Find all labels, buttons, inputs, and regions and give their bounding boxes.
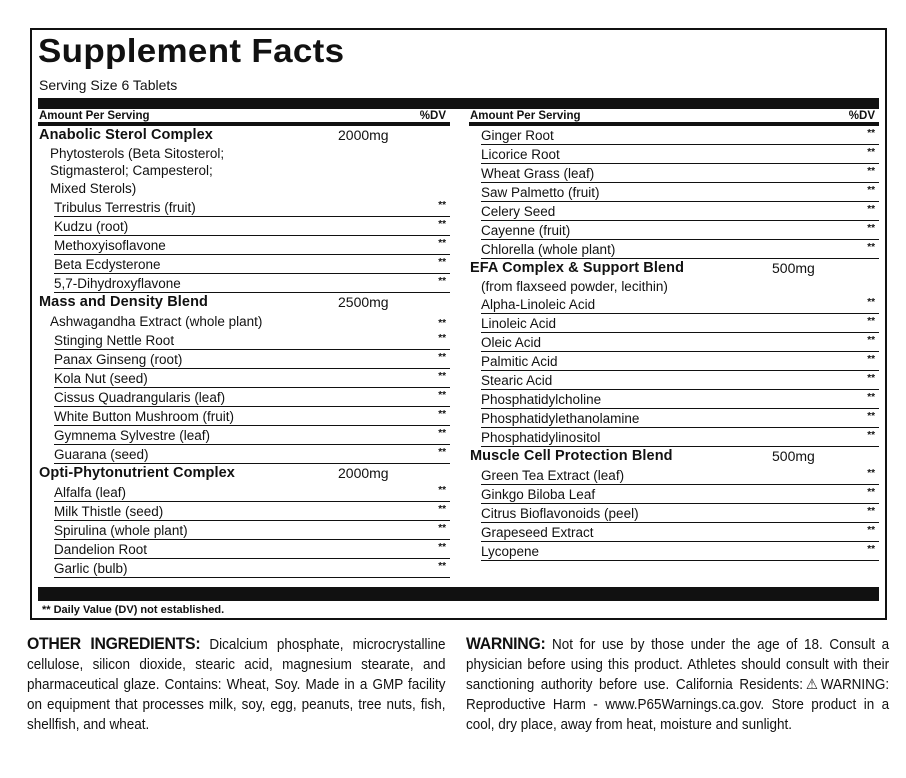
ingredient-row <box>54 559 450 578</box>
ingredient-name: Ashwagandha Extract (whole plant) <box>50 314 263 329</box>
dv-value: ** <box>867 373 875 384</box>
ingredient-name: Stearic Acid <box>481 373 553 388</box>
blend-row <box>469 259 879 278</box>
ingredient-row <box>481 126 879 145</box>
supplement-facts-panel <box>30 28 887 620</box>
ingredient-row <box>50 179 450 198</box>
dv-value: ** <box>438 409 446 420</box>
blend-row <box>38 464 450 483</box>
dv-value: ** <box>867 468 875 479</box>
blend-amount: 2000mg <box>338 127 389 143</box>
dv-value: ** <box>438 200 446 211</box>
ingredient-row <box>54 407 450 426</box>
ingredient-row <box>481 428 879 447</box>
blend-row <box>469 447 879 466</box>
other-ingredients-text: Dicalcium phosphate, microcrystalline cellulose, silicon dioxide, stearic acid, magnesium stearate, and pharmaceutical glaze. Contains: Wheat, Soy. Made in a GMP facility on equipment that processes milk, soy, egg, peanuts, tree nuts, fish, shellfish, and wheat. <box>27 637 446 733</box>
ingredient-row <box>481 314 879 333</box>
blend-name: Anabolic Sterol Complex <box>39 127 213 143</box>
dv-header: %DV <box>848 110 875 122</box>
dv-value: ** <box>867 411 875 422</box>
ingredient-name: Palmitic Acid <box>481 354 558 369</box>
ingredient-row <box>481 504 879 523</box>
dv-value: ** <box>438 447 446 458</box>
ingredient-name: Linoleic Acid <box>481 316 557 331</box>
panel-title: Supplement Facts <box>38 32 345 69</box>
ingredient-row <box>481 295 879 314</box>
column-header <box>38 109 450 126</box>
ingredient-name: Alfalfa (leaf) <box>54 485 127 500</box>
ingredient-row <box>481 390 879 409</box>
dv-value: ** <box>438 257 446 268</box>
ingredient-name: White Button Mushroom (fruit) <box>54 409 235 424</box>
ingredient-name: Dandelion Root <box>54 542 148 557</box>
ingredient-row <box>54 274 450 293</box>
ingredient-name: Cissus Quadrangularis (leaf) <box>54 390 226 405</box>
ingredient-name: Garlic (bulb) <box>54 561 128 576</box>
ingredient-row <box>50 312 450 331</box>
dv-value: ** <box>867 430 875 441</box>
ingredient-name: Kudzu (root) <box>54 219 129 234</box>
ingredient-row <box>481 485 879 504</box>
ingredient-row <box>481 202 879 221</box>
ingredient-name: Cayenne (fruit) <box>481 223 571 238</box>
amount-header: Amount Per Serving <box>39 110 150 122</box>
blend-name: Opti-Phytonutrient Complex <box>39 465 235 481</box>
ingredient-name: Methoxyisoflavone <box>54 238 166 253</box>
dv-value: ** <box>867 392 875 403</box>
ingredient-name: Citrus Bioflavonoids (peel) <box>481 506 639 521</box>
dv-value: ** <box>867 204 875 215</box>
other-ingredients-heading: OTHER INGREDIENTS: <box>27 634 201 653</box>
ingredient-name: Grapeseed Extract <box>481 525 594 540</box>
dv-value: ** <box>438 390 446 401</box>
ingredient-name: Guarana (seed) <box>54 447 149 462</box>
dv-value: ** <box>438 238 446 249</box>
ingredient-row <box>54 483 450 502</box>
left-column <box>38 109 450 587</box>
dv-value: ** <box>438 542 446 553</box>
ingredient-name: Wheat Grass (leaf) <box>481 166 595 181</box>
dv-value: ** <box>867 242 875 253</box>
left-rows <box>38 126 450 578</box>
ingredient-name: Celery Seed <box>481 204 556 219</box>
dv-value: ** <box>867 223 875 234</box>
dv-value: ** <box>438 333 446 344</box>
ingredient-row <box>50 162 450 179</box>
ingredient-name: Green Tea Extract (leaf) <box>481 468 625 483</box>
ingredient-row <box>481 145 879 164</box>
ingredient-row <box>54 198 450 217</box>
dv-value: ** <box>438 371 446 382</box>
ingredient-row <box>481 164 879 183</box>
ingredient-name: Ginkgo Biloba Leaf <box>481 487 596 502</box>
ingredient-row <box>54 369 450 388</box>
ingredient-name: Chlorella (whole plant) <box>481 242 616 257</box>
ingredient-name: Licorice Root <box>481 147 560 162</box>
dv-value: ** <box>867 128 875 139</box>
ingredient-name: Phosphatidylcholine <box>481 392 602 407</box>
dv-value: ** <box>867 185 875 196</box>
ingredient-row <box>50 145 450 162</box>
ingredient-name: Phytosterols (Beta Sitosterol; <box>50 146 225 161</box>
dv-value: ** <box>438 485 446 496</box>
ingredient-name: Milk Thistle (seed) <box>54 504 164 519</box>
blend-amount: 500mg <box>772 448 815 464</box>
dv-value: ** <box>867 147 875 158</box>
ingredient-row <box>481 542 879 561</box>
ingredient-name: (from flaxseed powder, lecithin) <box>481 279 668 294</box>
ingredient-name: Panax Ginseng (root) <box>54 352 183 367</box>
dv-value: ** <box>438 523 446 534</box>
dv-value: ** <box>867 354 875 365</box>
ingredient-name: Phosphatidylinositol <box>481 430 601 445</box>
other-ingredients <box>27 634 446 735</box>
ingredient-row <box>481 523 879 542</box>
blend-amount: 2000mg <box>338 465 389 481</box>
ingredient-row <box>54 217 450 236</box>
blend-name: Muscle Cell Protection Blend <box>470 448 673 464</box>
right-column <box>469 109 879 587</box>
dv-value: ** <box>867 335 875 346</box>
dv-value: ** <box>438 318 446 329</box>
warning-text: Not for use by those under the age of 18. Consult a physician before using this product. Athletes should consult with their sanctioning authority before use. California Residents:⚠WARNING: Reproductive Harm - www.P65Warnings.ca.gov. Store product in a cool, dry place, away from heat, moisture and sunlight. <box>466 637 890 733</box>
bottom-rule <box>38 587 879 601</box>
serving-size: Serving Size 6 Tablets <box>39 77 178 93</box>
blend-amount: 2500mg <box>338 294 389 310</box>
dv-value: ** <box>438 352 446 363</box>
dv-value: ** <box>867 316 875 327</box>
blend-amount: 500mg <box>772 260 815 276</box>
dv-header: %DV <box>419 110 446 122</box>
ingredient-name: Spirulina (whole plant) <box>54 523 188 538</box>
right-rows <box>469 126 879 561</box>
ingredient-row <box>481 466 879 485</box>
ingredient-row <box>54 521 450 540</box>
ingredient-name: Lycopene <box>481 544 540 559</box>
ingredient-row <box>54 426 450 445</box>
dv-value: ** <box>867 506 875 517</box>
warning-heading: WARNING: <box>466 634 546 653</box>
dv-value: ** <box>867 544 875 555</box>
ingredient-row <box>54 540 450 559</box>
ingredient-row <box>481 409 879 428</box>
ingredient-name: Ginger Root <box>481 128 554 143</box>
dv-value: ** <box>867 297 875 308</box>
dv-footnote: ** Daily Value (DV) not established. <box>42 604 225 616</box>
ingredient-name: 5,7-Dihydroxyflavone <box>54 276 181 291</box>
dv-value: ** <box>867 487 875 498</box>
blend-name: EFA Complex & Support Blend <box>470 260 685 276</box>
blend-row <box>38 293 450 312</box>
dv-value: ** <box>867 525 875 536</box>
ingredient-row <box>481 371 879 390</box>
ingredient-name: Stinging Nettle Root <box>54 333 175 348</box>
ingredient-row <box>481 183 879 202</box>
ingredient-row <box>54 445 450 464</box>
ingredient-row <box>54 388 450 407</box>
blend-name: Mass and Density Blend <box>39 294 208 310</box>
column-header <box>469 109 879 126</box>
ingredient-row <box>54 350 450 369</box>
ingredient-row <box>481 240 879 259</box>
dv-value: ** <box>867 166 875 177</box>
ingredient-row <box>54 255 450 274</box>
ingredient-name: Beta Ecdysterone <box>54 257 161 272</box>
ingredient-row <box>481 333 879 352</box>
dv-value: ** <box>438 561 446 572</box>
amount-header: Amount Per Serving <box>470 110 581 122</box>
ingredient-name: Phosphatidylethanolamine <box>481 411 640 426</box>
ingredient-name: Tribulus Terrestris (fruit) <box>54 200 196 215</box>
dv-value: ** <box>438 219 446 230</box>
ingredient-row <box>481 352 879 371</box>
ingredient-name: Kola Nut (seed) <box>54 371 148 386</box>
dv-value: ** <box>438 504 446 515</box>
ingredient-name: Gymnema Sylvestre (leaf) <box>54 428 211 443</box>
ingredient-row <box>481 278 879 295</box>
ingredient-row <box>54 331 450 350</box>
dv-value: ** <box>438 428 446 439</box>
ingredient-row <box>54 502 450 521</box>
dv-value: ** <box>438 276 446 287</box>
ingredient-name: Stigmasterol; Campesterol; <box>50 163 213 178</box>
ingredient-name: Alpha-Linoleic Acid <box>481 297 596 312</box>
ingredient-name: Mixed Sterols) <box>50 181 137 196</box>
ingredient-row <box>481 221 879 240</box>
top-rule <box>38 98 879 109</box>
ingredient-name: Oleic Acid <box>481 335 542 350</box>
warning-statement <box>466 634 889 735</box>
ingredient-row <box>54 236 450 255</box>
blend-row <box>38 126 450 145</box>
ingredient-name: Saw Palmetto (fruit) <box>481 185 600 200</box>
